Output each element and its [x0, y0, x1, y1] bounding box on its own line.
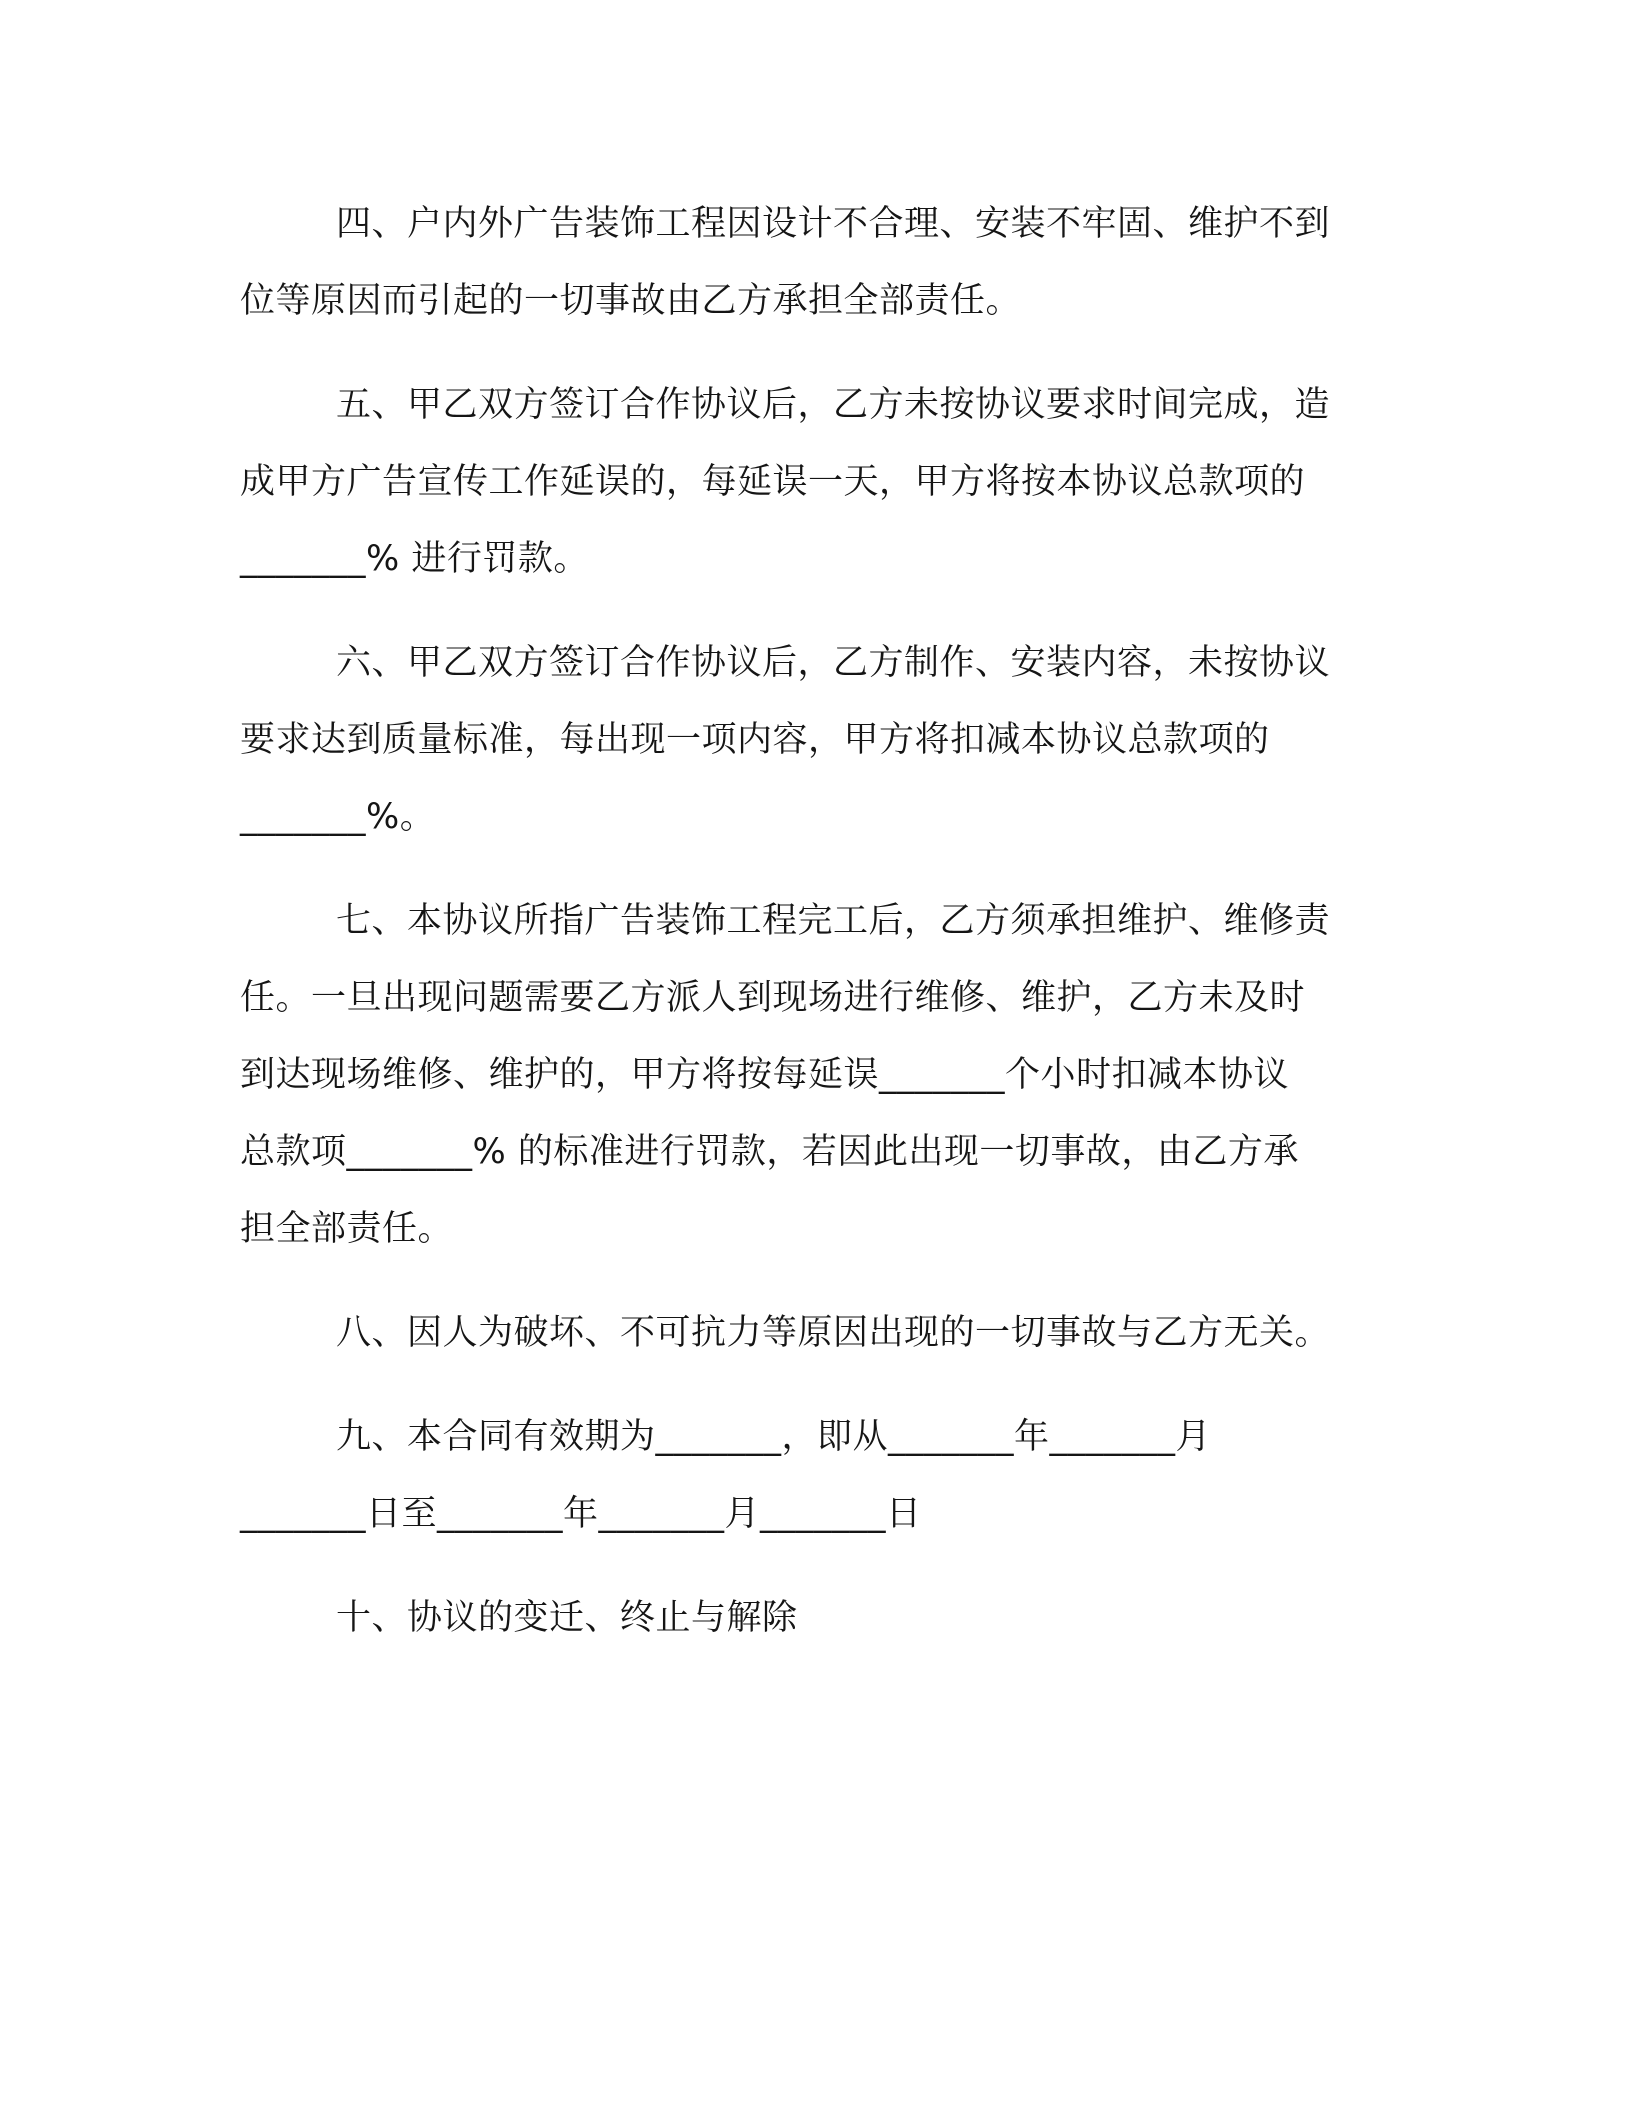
clause-10-paragraph — [240, 1580, 1380, 1657]
text-line: 九、本合同有效期为_______，即从_______年_______月 — [336, 1417, 1212, 1457]
text-line: 总款项_______% 的标准进行罚款，若因此出现一切事故，由乙方承 — [240, 1132, 1299, 1172]
text-line: 八、因人为破坏、不可抗力等原因出现的一切事故与乙方无关。 — [336, 1313, 1331, 1353]
text-line: _______%。 — [240, 797, 436, 837]
text-line: 五、甲乙双方签订合作协议后，乙方未按协议要求时间完成，造 — [336, 385, 1331, 425]
text-line: 到达现场维修、维护的，甲方将按每延误_______个小时扣减本协议 — [240, 1055, 1290, 1095]
document-body — [240, 186, 1380, 1657]
clause-7-paragraph — [240, 883, 1380, 1268]
text-line: 四、户内外广告装饰工程因设计不合理、安装不牢固、维护不到 — [336, 204, 1331, 244]
clause-9-paragraph — [240, 1399, 1380, 1553]
text-line: 要求达到质量标准，每出现一项内容，甲方将扣减本协议总款项的 — [240, 720, 1270, 760]
text-line: _______日至_______年_______月_______日 — [240, 1494, 922, 1534]
clause-8-paragraph — [240, 1295, 1380, 1372]
text-line: _______% 进行罚款。 — [240, 539, 589, 579]
text-line: 任。一旦出现问题需要乙方派人到现场进行维修、维护，乙方未及时 — [240, 978, 1306, 1018]
text-line: 担全部责任。 — [240, 1209, 454, 1249]
text-line: 十、协议的变迁、终止与解除 — [336, 1598, 798, 1638]
clause-5-paragraph — [240, 367, 1380, 598]
text-line: 位等原因而引起的一切事故由乙方承担全部责任。 — [240, 281, 1022, 321]
text-line: 成甲方广告宣传工作延误的，每延误一天，甲方将按本协议总款项的 — [240, 462, 1306, 502]
clause-6-paragraph — [240, 625, 1380, 856]
clause-4-paragraph — [240, 186, 1380, 340]
text-line: 六、甲乙双方签订合作协议后，乙方制作、安装内容，未按协议 — [336, 643, 1331, 683]
text-line: 七、本协议所指广告装饰工程完工后，乙方须承担维护、维修责 — [336, 901, 1331, 941]
